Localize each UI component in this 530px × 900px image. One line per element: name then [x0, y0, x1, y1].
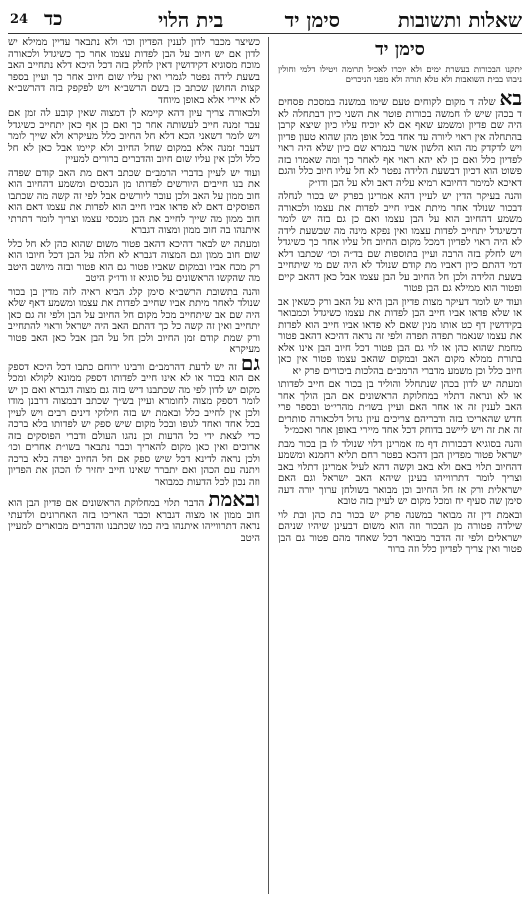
paragraph: והנה בסוגיא דבכורות דף מז אמרינן דלוי שנולד לו בן בכור מבת ישראל פטור מפדיון הבן דהכא בפטר רחם תליא רחמנא ומשמע דהחיוב תלוי באם ולא באב וקשה דהא לעיל אמרינן דתלוי באב וצריך לומר דתרווייהו בעינן שיהא האב ישראל וגם האם ישראלית ורק אז חל החיוב וכן מבואר בשולחן ערוך יורה דעה סימן שה סעיף יח ומכל מקום יש לעיין בזה טובא — [278, 438, 522, 507]
paragraph: ולכאורה צריך עיון דהא קיימא לן דמצוה שאין קובע לה זמן אם עבר זמנה חייב לעשותה אחר כך ואם כן אף כאן יתחייב כשיגדל ויש לומר דשאני הכא דלא חל החיוב כלל מעיקרא ולא שייך לומר דעבר זמנה אלא במקום שחל החיוב ולא קיימו אבל כאן לא חל כלל ולכן אין עליו שום חיוב והדברים ברורים למעיין — [8, 108, 260, 165]
header-page-hebrew: כד — [44, 8, 63, 30]
paragraph: ומעתה יש לבאר דהיכא דהאב פטור משום שהוא כהן לא חל כלל שום חוב ממון וגם המצוה דגברא לא חלה על הבן דכל חיובו הוא רק מכח אביו ובמקום שאביו פטור גם הוא פטור ובזה מיושב היטב מה שהקשו הראשונים על סוגיא זו ודו״ק היטב — [8, 238, 260, 284]
paragraph-text: הדבר תלוי במחלוקת הראשונים אם פדיון הבן הוא חוב ממון או מצוה דגברא וכבר האריכו בזה האחרונים ולדעתי נראה דתרווייהו איתנהו ביה כמו שכתבנו והדברים מבוארים למעיין היטב — [8, 498, 260, 544]
paragraph: והנה בתשובת הרשב״א סימן קלג הביא ראיה לזה מדין בן בכור שנולד לאחר מיתת אביו שחייב לפדות את עצמו ומשמע דאף שלא היה שם אב שיתחייב מכל מקום חל החיוב על הבן ולפי זה גם כאן יתחייב ואין זה קשה כל כך דהתם האב היה ישראל וראוי להתחייב ורק שמת קודם זמן החיוב ולכן חל על הבן אבל כאן האב פטור מעיקרא — [8, 286, 260, 355]
paragraph: ועוד יש לומר דעיקר מצות פדיון הבן היא על האב ורק כשאין אב או שלא פדאו אביו חייב הבן לפדות את עצמו כשיגדל וכמבואר בקידושין דף כט אותו מנין שאם לא פדאו אביו חייב הוא לפדות את עצמו שנאמר תפדה תפדה ולפי זה נראה דהיכא דהאב פטור מחמת שהוא כהן או לוי גם הבן פטור דכל חיוב הבן אינו אלא בתורת ממלא מקום האב ובמקום שהאב עצמו פטור אין כאן חיוב כלל וכן משמע מדברי הרמב״ם בהלכות ביכורים פרק יא — [278, 296, 522, 377]
column-divider — [268, 37, 269, 894]
paragraph: ומעתה יש לדון בכהן שנתחלל והוליד בן בכור אם חייב לפדותו או לא ונראה דתלוי במחלוקת הראשונים אם הבן הולך אחר האב לענין זה או אחר האם ועיין בשו״ת מהרי״ט ובספר פרי חדש שהאריכו בזה ודבריהם צריכים עיון גדול דלכאורה סותרים זה את זה ויש ליישב בדוחק דכל אחד מיירי באופן אחר ואכמ״ל — [278, 379, 522, 436]
paragraph — [278, 86, 522, 189]
left-column — [8, 37, 260, 894]
right-column — [278, 37, 522, 894]
header-page-number: 24 — [10, 12, 29, 27]
lead-word: ובאמת — [208, 487, 260, 511]
header-siman: סימן יד — [284, 8, 340, 32]
lead-word: בא — [499, 86, 522, 110]
header-rule — [8, 33, 522, 34]
lead-word: גם — [240, 350, 260, 375]
paragraph-text: שלה ד מקום לקוחים טעם שימו במשנה במסכת פסחים ד בכהן שיש לו חמשה בכורות פוטר את השני כיון דבתחלה לא היה שם פדיון ומשמע שאף אם לא יוכיח עליו כיון שיצא קרבן בהתחלה אין ראוי ליורה עד אחד בכל אופן מהן שהוא טעון פדיון ויש לדקדק מה הוא הלשון אשר בגמרא שם כיון שלא היה ראוי לפדיון כלל ואם כן לא יהא ראוי אף לאחר כך ומה שאמרו בזה פשוט הוא דכיון דבשעת הלידה נפטר לא חל עליו חיוב כלל והגם דאיכא למימר דחיובא רמיא עליה דאב ולא על הבן ודו״ק — [278, 97, 522, 189]
header-book-name: בית הלוי — [158, 8, 224, 32]
header-book-title: שאלות ותשובות — [397, 8, 522, 32]
paragraph: ועוד יש לעיין בדברי הרמב״ם שכתב דאם מת האב קודם שפדה את בנו חייבים היורשים לפדותו מן הנכסים ומשמע דהחיוב הוא חוב ממון על האב ולכן עובר ליורשים אבל לפי זה קשה מה שכתבו הפוסקים דאם לא פדאו אביו חייב הוא לפדות את עצמו דאם הוא חוב ממון מה שייך לחייב את הבן מנכסי עצמו וצריך לומר דתרתי איתנהו בה חוב ממון ומצוה דגברא — [8, 167, 260, 236]
running-header — [10, 8, 522, 30]
section-title: סימן יד — [375, 39, 425, 60]
paragraph-text: זה יש לדעת דהרמב״ם ורבינו ירוחם כתבו דכל היכא דספק אם הוא בכור או לא אינו חייב לפדותו דספק ממונא לקולא ומכל מקום יש לדון לפי מה שכתבנו דיש בזה גם מצוה דגברא ואם כן יש לומר דספק מצוה לחומרא ועיין בש״ך שכתב דבמצוה דרבנן מודו ולכן אין לחייב כלל ובאמת יש בזה חילוקי דינים רבים ויש לעיין בכל אחד ואחד לגופו ובכל מקום שיש ספק יש לפדותו בלא ברכה כדי לצאת ידי כל הדעות וכן נהגו העולם ודברי הפוסקים בזה ארוכים ואין כאן מקום להאריך וכבר נתבאר בשו״ת אחרים וכו׳ ולכן נראה לדינא דכל שיש ספק אם חל החיוב יפדה בלא ברכה ויתנה עם הכהן ואם יתברר שאינו חייב יחזיר לו הכהן את הפדיון וזה נכון לכל הדעות כמבואר — [8, 361, 260, 488]
paragraph: והנה בעיקר הדין יש לעיין דהא אמרינן בפרק יש בכור לנחלה דבכור שנולד אחר מיתת אביו חייב לפדות את עצמו ולכאורה משמע דהחיוב הוא על הבן עצמו ואם כן גם בזה יש לומר דכשיגדל יתחייב לפדות עצמו ואין נפקא מינה מה שבשעת לידה לא היה ראוי לפדיון דמכל מקום החיוב חל עליו אחר כך כשיגדל ויש לחלק בזה הרבה ועיין בתוספות שם בד״ה וכו׳ שכתבו דלא דמי דהתם כיון דאביו מת קודם שנולד לא היה שם מי שיתחייב בשעת הלידה ולכן חל החיוב על הבן עצמו אבל כאן דהאב קיים ופטור הוא ממילא גם הבן פטור — [278, 191, 522, 294]
paragraph — [8, 350, 260, 489]
paragraph: כשיצר מכבר לדון לענין הפדיון וכו׳ ולא נתבאר עדיין ממילא יש לדון אם יש חיוב על הבן לפדות עצמו אחר כך כשיגדל ולכאורה מוכח מסוגיא דקידושין דאין לחלק בזה דכל היכא דלא נתחייב האב בשעת לידה נפטר לגמרי ואין עליו שום חיוב אחר כך ועיין בספר קצות החושן שכתב כן בשם הרשב״א ויש לפקפק בזה דהרשב״א לא איירי אלא באופן מיוחד — [8, 37, 260, 106]
section-subtitle: יתקנו הבכורות בעשרת ימים ולא יוכרו לאכיל תרומה ויטילו דלמי וחולין ניבהו בבית השואבות ולא טלא תורה ולא מפני הניכרים — [278, 65, 522, 85]
paragraph — [8, 487, 260, 544]
paragraph: ובאמת דין זה מבואר במשנה פרק יש בכור בת כהן ובת לוי שילדה פטורה מן הבכור וזה הוא משום דבעינן שיהיו שניהם ישראלים ולפי זה הדבר מבואר דכל שאחד מהם פטור גם הבן פטור ואין צריך לפדיון כלל וזה ברור — [278, 509, 522, 555]
